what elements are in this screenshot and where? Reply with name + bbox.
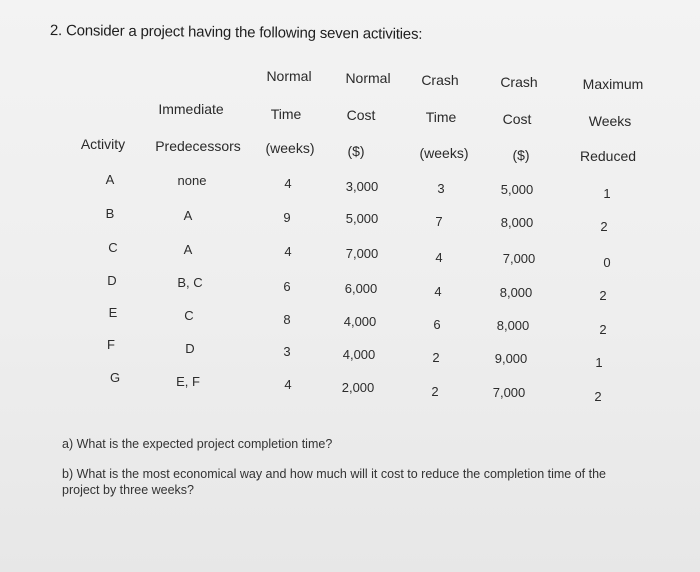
normal-cost-cell: 6,000 (344, 281, 378, 296)
header-max-1: Maximum (582, 76, 644, 92)
predecessor-cell: A (183, 242, 193, 257)
normal-cost-cell: 4,000 (343, 314, 377, 329)
question-b-line-1: b) What is the most economical way and how much will it cost to reduce the completion time of the (62, 467, 606, 481)
normal-cost-cell: 4,000 (342, 347, 376, 362)
header-max-2: Weeks (588, 113, 632, 129)
crash-cost-cell: 5,000 (500, 182, 534, 197)
crash-cost-cell: 8,000 (500, 215, 534, 230)
crash-time-cell: 6 (433, 317, 441, 332)
predecessor-cell: A (183, 208, 193, 223)
crash-cost-cell: 8,000 (499, 285, 533, 300)
header-crash-time-3: (weeks) (419, 145, 469, 161)
normal-cost-cell: 7,000 (345, 246, 379, 261)
activity-cell: E (108, 305, 118, 320)
header-normal-time-2: Time (270, 106, 302, 122)
question-a: a) What is the expected project completion time? (62, 437, 333, 451)
max-weeks-cell: 1 (595, 355, 603, 370)
crash-time-cell: 4 (434, 284, 442, 299)
crash-time-cell: 2 (432, 350, 440, 365)
normal-time-cell: 6 (283, 279, 291, 294)
crash-time-cell: 2 (431, 384, 439, 399)
header-normal-cost-2: Cost (346, 107, 376, 123)
activity-cell: C (108, 240, 118, 255)
max-weeks-cell: 2 (594, 389, 602, 404)
max-weeks-cell: 2 (599, 288, 607, 303)
header-pred-1: Immediate (158, 101, 224, 117)
max-weeks-cell: 2 (599, 322, 607, 337)
activity-cell: A (105, 172, 115, 187)
crash-cost-cell: 7,000 (492, 385, 526, 400)
normal-time-cell: 4 (284, 176, 292, 191)
normal-cost-cell: 2,000 (341, 380, 375, 395)
header-crash-cost-2: Cost (502, 111, 532, 127)
predecessor-cell: E, F (176, 374, 200, 389)
header-normal-time-3: (weeks) (265, 140, 315, 156)
max-weeks-cell: 2 (600, 219, 608, 234)
predecessor-cell: none (177, 173, 207, 188)
question-b-line-2: project by three weeks? (62, 483, 195, 497)
crash-time-cell: 4 (435, 250, 443, 265)
header-crash-time-1: Crash (421, 72, 459, 88)
crash-time-cell: 7 (435, 214, 443, 229)
header-normal-cost-3: ($) (347, 143, 365, 159)
normal-time-cell: 4 (284, 244, 292, 259)
predecessor-cell: B, C (177, 275, 203, 290)
header-pred-2: Predecessors (155, 138, 241, 154)
header-normal-cost-1: Normal (345, 70, 391, 86)
header-crash-cost-3: ($) (512, 147, 530, 163)
normal-time-cell: 9 (283, 210, 291, 225)
normal-time-cell: 3 (283, 344, 291, 359)
max-weeks-cell: 1 (603, 186, 611, 201)
predecessor-cell: C (184, 308, 194, 323)
normal-cost-cell: 5,000 (345, 211, 379, 226)
activity-cell: G (109, 370, 121, 385)
crash-cost-cell: 7,000 (502, 251, 536, 266)
max-weeks-cell: 0 (603, 255, 611, 270)
activity-cell: B (105, 206, 115, 221)
header-activity: Activity (80, 136, 126, 152)
activity-cell: F (107, 337, 115, 352)
problem-title: 2. Consider a project having the following seven activities: (49, 22, 423, 43)
header-max-3: Reduced (579, 148, 637, 164)
normal-time-cell: 8 (283, 312, 291, 327)
activity-cell: D (107, 273, 117, 288)
crash-time-cell: 3 (437, 181, 445, 196)
normal-cost-cell: 3,000 (345, 179, 379, 194)
predecessor-cell: D (185, 341, 195, 356)
header-crash-cost-1: Crash (500, 74, 538, 90)
normal-time-cell: 4 (284, 377, 292, 392)
header-normal-time-1: Normal (266, 68, 312, 84)
header-crash-time-2: Time (425, 109, 457, 125)
crash-cost-cell: 9,000 (494, 351, 528, 366)
crash-cost-cell: 8,000 (496, 318, 530, 333)
